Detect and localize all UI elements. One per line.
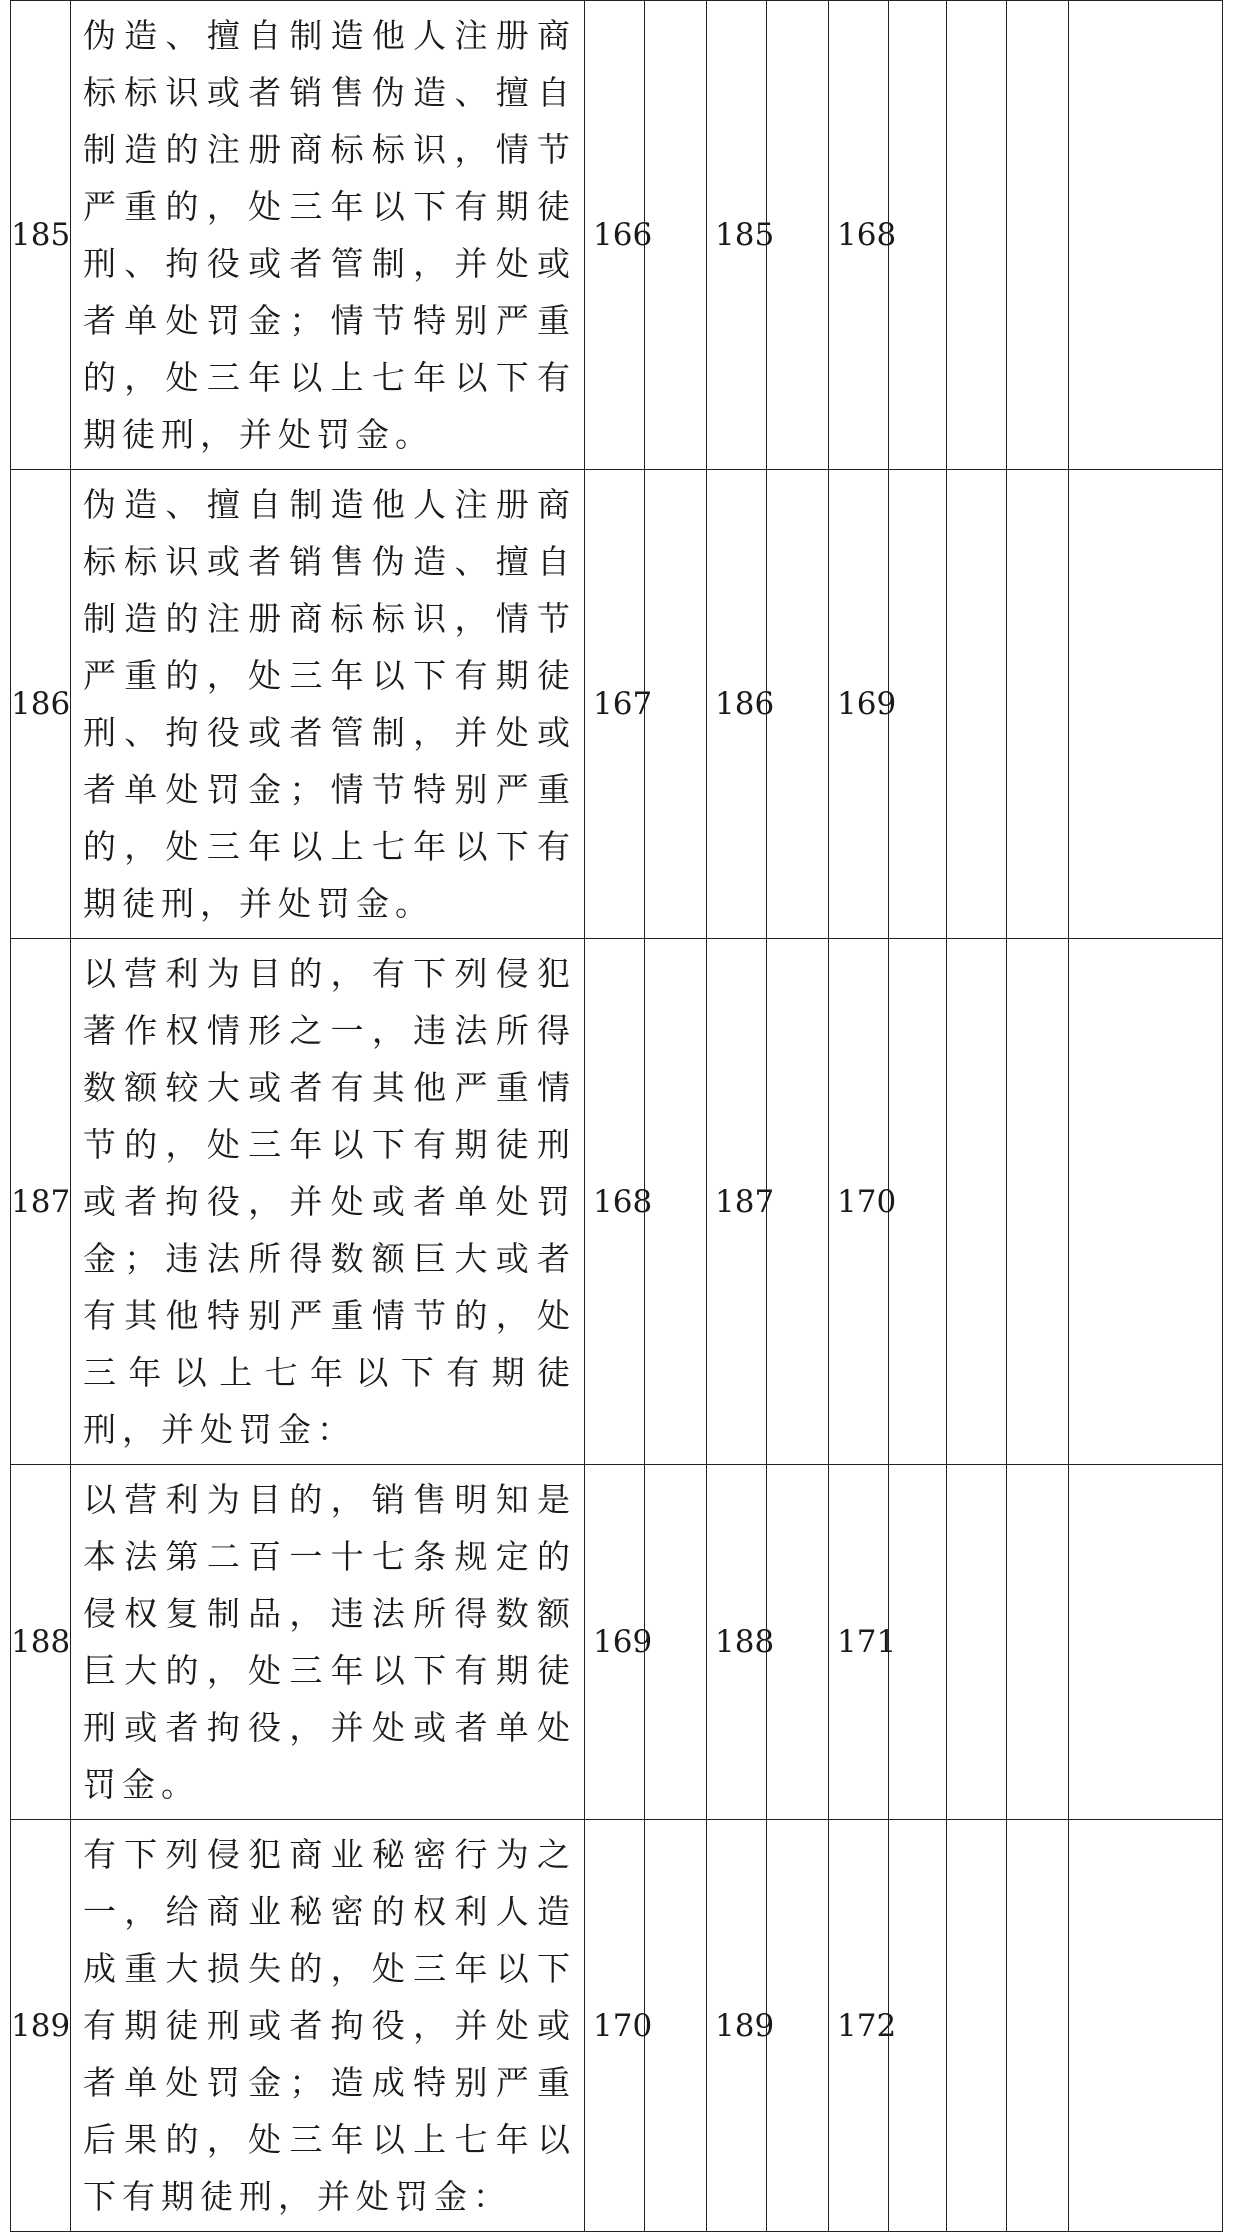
- table-row: [11, 1820, 1223, 2232]
- ref-cell-a: 167: [585, 470, 645, 939]
- empty-cell: [645, 939, 707, 1465]
- article-number: 187: [11, 939, 71, 1465]
- article-text: 伪造、擅自制造他人注册商标标识或者销售伪造、擅自制造的注册商标标识，情节严重的，处三年以下有期徒刑、拘役或者管制，并处或者单处罚金；情节特别严重的，处三年以上七年以下有期徒刑，并处罚金。: [71, 1, 585, 470]
- ref-cell-c: 171: [829, 1465, 889, 1820]
- empty-cell: [1069, 1820, 1223, 2232]
- article-number: 189: [11, 1820, 71, 2232]
- empty-cell: [1069, 1465, 1223, 1820]
- ref-cell-b: 187: [707, 939, 767, 1465]
- empty-cell: [947, 939, 1007, 1465]
- article-number: 186: [11, 470, 71, 939]
- article-text: 伪造、擅自制造他人注册商标标识或者销售伪造、擅自制造的注册商标标识，情节严重的，处三年以下有期徒刑、拘役或者管制，并处或者单处罚金；情节特别严重的，处三年以上七年以下有期徒刑，并处罚金。: [71, 470, 585, 939]
- ref-cell-b: 188: [707, 1465, 767, 1820]
- empty-cell: [1007, 939, 1069, 1465]
- ref-cell-c: 169: [829, 470, 889, 939]
- empty-cell: [645, 470, 707, 939]
- ref-cell-b: 185: [707, 1, 767, 470]
- ref-cell-a: 169: [585, 1465, 645, 1820]
- empty-cell: [645, 1820, 707, 2232]
- empty-cell: [947, 1820, 1007, 2232]
- table-row: [11, 939, 1223, 1465]
- empty-cell: [645, 1465, 707, 1820]
- empty-cell: [1069, 1, 1223, 470]
- empty-cell: [767, 1, 829, 470]
- article-number: 188: [11, 1465, 71, 1820]
- article-text: 以营利为目的，销售明知是本法第二百一十七条规定的侵权复制品，违法所得数额巨大的，处三年以下有期徒刑或者拘役，并处或者单处罚金。: [71, 1465, 585, 1820]
- empty-cell: [1007, 1, 1069, 470]
- empty-cell: [947, 1465, 1007, 1820]
- ref-cell-a: 168: [585, 939, 645, 1465]
- empty-cell: [1007, 1820, 1069, 2232]
- empty-cell: [767, 1465, 829, 1820]
- ref-cell-c: 172: [829, 1820, 889, 2232]
- empty-cell: [645, 1, 707, 470]
- table-row: [11, 1, 1223, 470]
- ref-cell-c: 170: [829, 939, 889, 1465]
- empty-cell: [1007, 470, 1069, 939]
- empty-cell: [889, 1820, 947, 2232]
- empty-cell: [947, 470, 1007, 939]
- ref-cell-a: 166: [585, 1, 645, 470]
- table-row: [11, 1465, 1223, 1820]
- empty-cell: [767, 1820, 829, 2232]
- empty-cell: [889, 470, 947, 939]
- article-number: 185: [11, 1, 71, 470]
- empty-cell: [1069, 470, 1223, 939]
- ref-cell-b: 186: [707, 470, 767, 939]
- empty-cell: [1069, 939, 1223, 1465]
- empty-cell: [889, 939, 947, 1465]
- empty-cell: [889, 1465, 947, 1820]
- ref-cell-b: 189: [707, 1820, 767, 2232]
- empty-cell: [1007, 1465, 1069, 1820]
- law-comparison-table: [10, 0, 1223, 2232]
- empty-cell: [889, 1, 947, 470]
- ref-cell-a: 170: [585, 1820, 645, 2232]
- empty-cell: [767, 470, 829, 939]
- table-row: [11, 470, 1223, 939]
- ref-cell-c: 168: [829, 1, 889, 470]
- article-text: 有下列侵犯商业秘密行为之一，给商业秘密的权利人造成重大损失的，处三年以下有期徒刑或者拘役，并处或者单处罚金；造成特别严重后果的，处三年以上七年以下有期徒刑，并处罚金：: [71, 1820, 585, 2232]
- empty-cell: [947, 1, 1007, 470]
- article-text: 以营利为目的，有下列侵犯著作权情形之一，违法所得数额较大或者有其他严重情节的，处三年以下有期徒刑或者拘役，并处或者单处罚金；违法所得数额巨大或者有其他特别严重情节的，处三年以上七年以下有期徒刑，并处罚金：: [71, 939, 585, 1465]
- empty-cell: [767, 939, 829, 1465]
